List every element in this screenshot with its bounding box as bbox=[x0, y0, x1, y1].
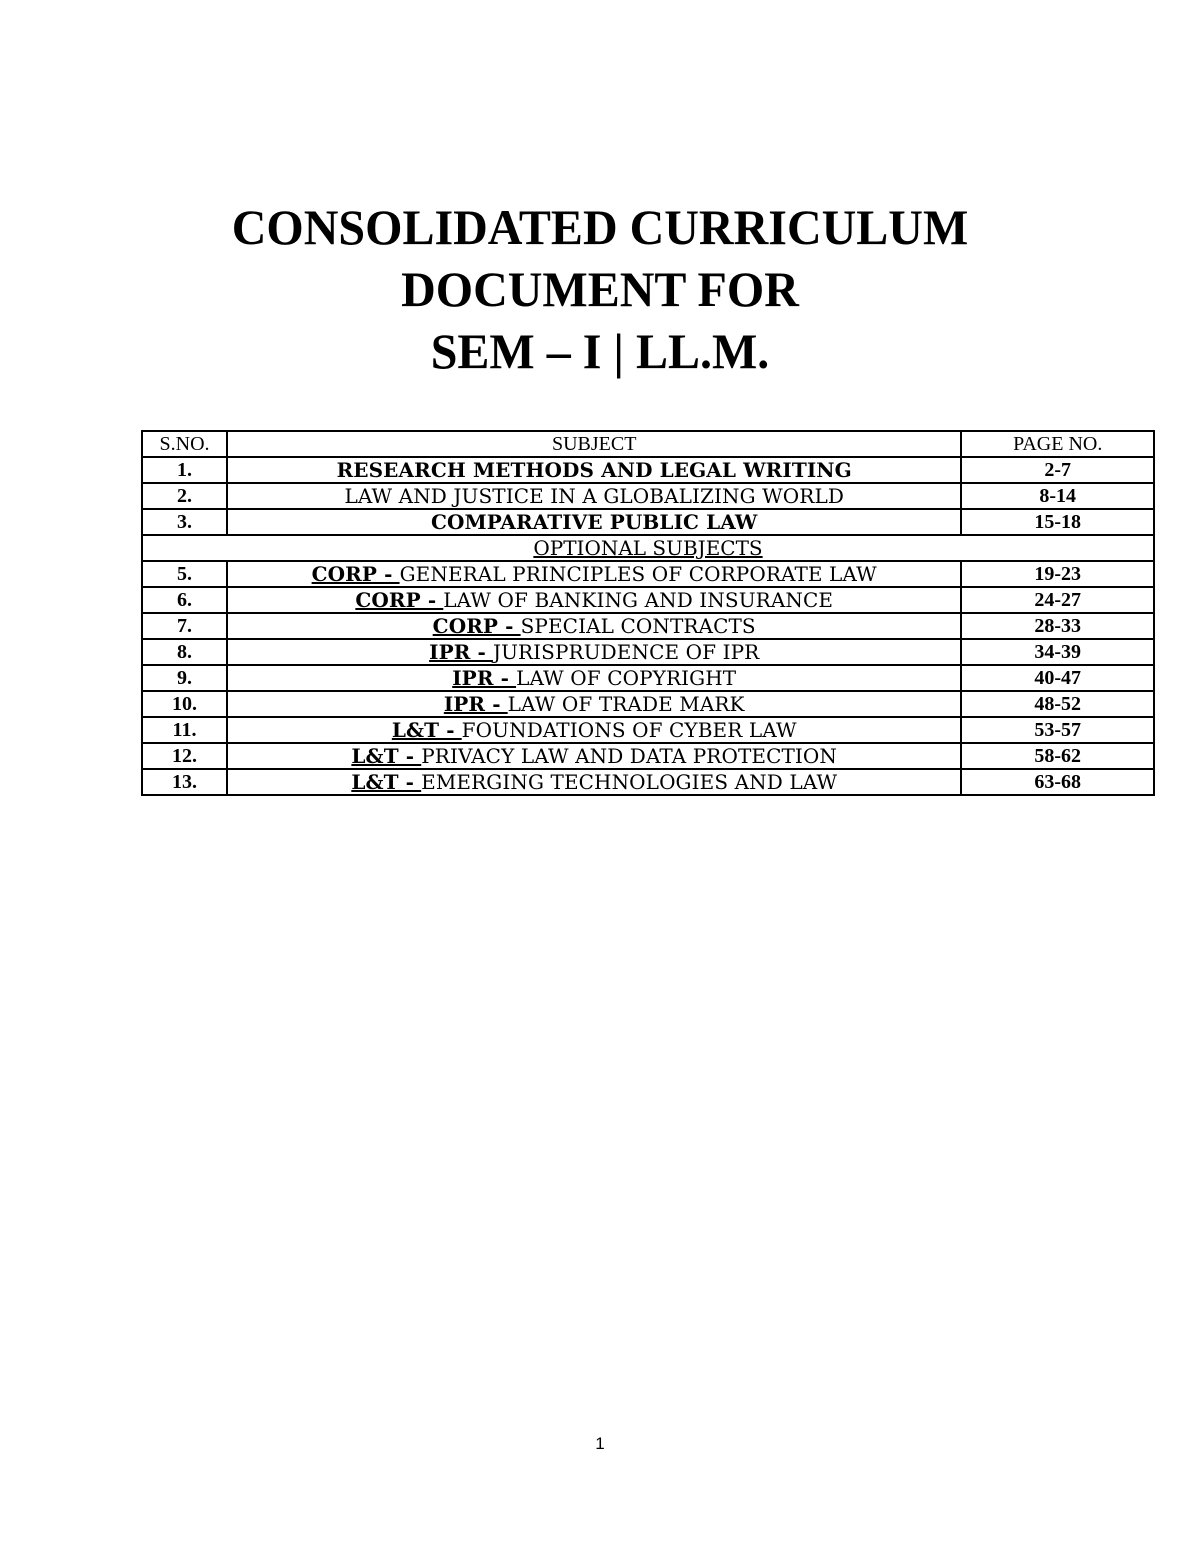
title-line-2: DOCUMENT FOR bbox=[401, 261, 799, 317]
row-sno: 2. bbox=[142, 483, 227, 509]
row-page: 19-23 bbox=[961, 561, 1154, 587]
row-subject bbox=[227, 691, 961, 717]
subject-name: LAW OF TRADE MARK bbox=[507, 692, 745, 716]
row-page: 40-47 bbox=[961, 665, 1154, 691]
subject-category-prefix: CORP - bbox=[311, 562, 400, 586]
subject-category-prefix: IPR - bbox=[452, 666, 517, 690]
row-subject bbox=[227, 561, 961, 587]
subject-category-prefix: CORP - bbox=[355, 588, 444, 612]
table-row bbox=[142, 717, 1154, 743]
table-row bbox=[142, 691, 1154, 717]
section-row-optional bbox=[142, 535, 1154, 561]
table-header-row bbox=[142, 431, 1154, 457]
row-page: 2-7 bbox=[961, 457, 1154, 483]
contents-table bbox=[141, 430, 1155, 796]
subject-name: LAW OF COPYRIGHT bbox=[516, 666, 737, 690]
subject-category-prefix: L&T - bbox=[351, 770, 422, 794]
subject-name: GENERAL PRINCIPLES OF CORPORATE LAW bbox=[399, 562, 877, 586]
subject-name: FOUNDATIONS OF CYBER LAW bbox=[461, 718, 797, 742]
subject-category-prefix: L&T - bbox=[351, 744, 422, 768]
row-sno: 1. bbox=[142, 457, 227, 483]
row-sno: 11. bbox=[142, 717, 227, 743]
optional-subjects-label: OPTIONAL SUBJECTS bbox=[142, 535, 1154, 561]
document-title bbox=[0, 196, 1200, 382]
header-subject: SUBJECT bbox=[227, 431, 961, 457]
row-sno: 9. bbox=[142, 665, 227, 691]
row-sno: 12. bbox=[142, 743, 227, 769]
title-line-3: SEM – I | LL.M. bbox=[430, 323, 770, 379]
row-page: 8-14 bbox=[961, 483, 1154, 509]
row-subject: RESEARCH METHODS AND LEGAL WRITING bbox=[227, 457, 961, 483]
row-sno: 3. bbox=[142, 509, 227, 535]
row-page: 53-57 bbox=[961, 717, 1154, 743]
row-sno: 6. bbox=[142, 587, 227, 613]
row-subject bbox=[227, 743, 961, 769]
page-number: 1 bbox=[595, 1434, 605, 1453]
subject-category-prefix: IPR - bbox=[443, 692, 508, 716]
row-sno: 5. bbox=[142, 561, 227, 587]
table-row bbox=[142, 509, 1154, 535]
table-row bbox=[142, 561, 1154, 587]
row-page: 34-39 bbox=[961, 639, 1154, 665]
subject-name: JURISPRUDENCE OF IPR bbox=[492, 640, 760, 664]
table-row bbox=[142, 639, 1154, 665]
row-subject bbox=[227, 613, 961, 639]
title-line-1: CONSOLIDATED CURRICULUM bbox=[231, 199, 969, 255]
table-row bbox=[142, 483, 1154, 509]
row-sno: 13. bbox=[142, 769, 227, 795]
subject-name: EMERGING TECHNOLOGIES AND LAW bbox=[421, 770, 838, 794]
subject-category-prefix: L&T - bbox=[391, 718, 462, 742]
row-sno: 7. bbox=[142, 613, 227, 639]
table-row bbox=[142, 769, 1154, 795]
row-sno: 10. bbox=[142, 691, 227, 717]
row-subject: COMPARATIVE PUBLIC LAW bbox=[227, 509, 961, 535]
row-subject bbox=[227, 769, 961, 795]
row-page: 48-52 bbox=[961, 691, 1154, 717]
row-subject: LAW AND JUSTICE IN A GLOBALIZING WORLD bbox=[227, 483, 961, 509]
table-row bbox=[142, 613, 1154, 639]
row-page: 63-68 bbox=[961, 769, 1154, 795]
row-subject bbox=[227, 665, 961, 691]
row-page: 24-27 bbox=[961, 587, 1154, 613]
subject-category-prefix: CORP - bbox=[432, 614, 521, 638]
table-row bbox=[142, 665, 1154, 691]
table-row bbox=[142, 457, 1154, 483]
table-row bbox=[142, 743, 1154, 769]
row-subject bbox=[227, 717, 961, 743]
subject-name: LAW OF BANKING AND INSURANCE bbox=[443, 588, 834, 612]
contents-body bbox=[142, 457, 1154, 795]
header-sno: S.NO. bbox=[142, 431, 227, 457]
header-page: PAGE NO. bbox=[961, 431, 1154, 457]
table-row bbox=[142, 587, 1154, 613]
subject-category-prefix: IPR - bbox=[429, 640, 493, 664]
row-page: 28-33 bbox=[961, 613, 1154, 639]
row-subject bbox=[227, 639, 961, 665]
row-page: 15-18 bbox=[961, 509, 1154, 535]
subject-name: PRIVACY LAW AND DATA PROTECTION bbox=[421, 744, 838, 768]
subject-name: SPECIAL CONTRACTS bbox=[520, 614, 756, 638]
row-sno: 8. bbox=[142, 639, 227, 665]
row-subject bbox=[227, 587, 961, 613]
row-page: 58-62 bbox=[961, 743, 1154, 769]
